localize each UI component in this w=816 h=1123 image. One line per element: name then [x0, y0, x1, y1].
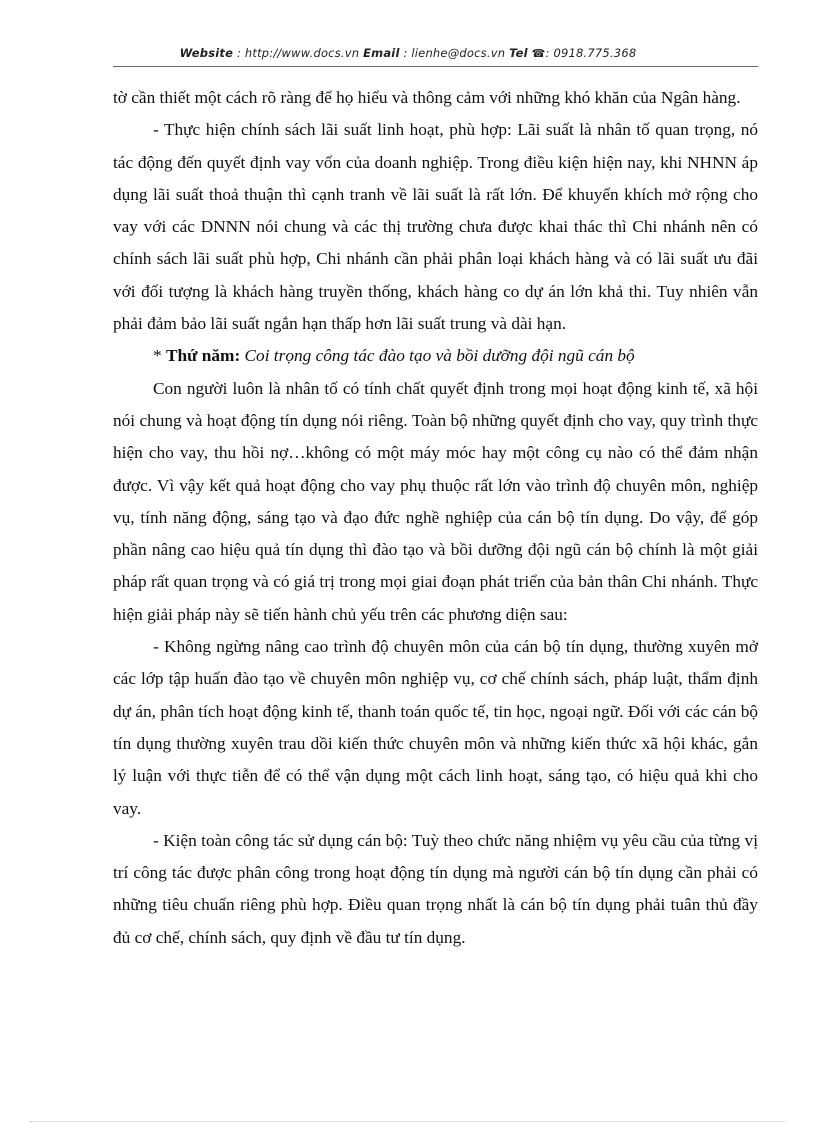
footer-divider	[30, 1121, 786, 1122]
email-label: Email	[363, 46, 400, 60]
paragraph-interest-rate: - Thực hiện chính sách lãi suất linh hoạt, phù hợp: Lãi suất là nhân tố quan trọng, nó tác động đến quyết định vay vốn của doanh nghiệp. Trong điều kiện hiện nay, khi NHNN áp dụng lãi suất thoả thuận thì cạnh tranh về lãi suất là rất lớn. Để khuyến khích mở rộng cho vay với các DNNN nói chung và các thị trường chưa được khai thác thì Chi nhánh nên có chính sách lãi suất phù hợp, Chi nhánh cần phải phân loại khách hàng và có lãi suất ưu đãi với đối tượng là khách hàng truyền thống, khách hàng co dự án lớn khả thi. Tuy nhiên vẫn phải đảm bảo lãi suất ngắn hạn thấp hơn lãi suất trung và dài hạn.	[113, 120, 758, 334]
paragraph-training: - Không ngừng nâng cao trình độ chuyên môn của cán bộ tín dụng, thường xuyên mở các lớp tập huấn đào tạo về chuyên môn nghiệp vụ, cơ chế chính sách, pháp luật, thẩm định dự án, phân tích hoạt động kinh tế, thanh toán quốc tế, tin học, ngoại ngữ. Đối với các cán bộ tín dụng thường xuyên trau dồi kiến thức chuyên môn và những kiến thức xã hội khác, gắn lý luận với thực tiễn để có thể vận dụng một cách linh hoạt, sáng tạo, có hiệu quả khi cho vay.	[113, 637, 758, 818]
paragraph-continuation: tờ cần thiết một cách rõ ràng để họ hiểu và thông cảm với những khó khăn của Ngân hàng.	[113, 88, 741, 107]
section-label: Thứ năm:	[165, 346, 241, 366]
page-header	[0, 46, 816, 60]
tel-label: Tel	[509, 46, 528, 60]
paragraph-staffing: - Kiện toàn công tác sử dụng cán bộ: Tuỳ theo chức năng nhiệm vụ yêu cầu của từng vị trí công tác được phân công trong hoạt động tín dụng mà người cán bộ tín dụng cần phải có những tiêu chuẩn riêng phù hợp. Điều quan trọng nhất là cán bộ tín dụng phải tuân thủ đầy đủ cơ chế, chính sách, quy định về đầu tư tín dụng.	[113, 830, 758, 947]
section-bullet: *	[153, 346, 166, 366]
tel-number: : 0918.775.368	[545, 46, 637, 60]
website-label: Website	[179, 46, 234, 60]
telephone-icon: ☎	[531, 47, 546, 60]
paragraph-human-resources: Con người luôn là nhân tố có tính chất quyết định trong mọi hoạt động kinh tế, xã hội nói chung và hoạt động tín dụng nói riêng. Toàn bộ những quyết định cho vay, quy trình thực hiện cho vay, thu hồi nợ…không có một máy móc hay một công cụ nào có thể đảm nhận được. Vì vậy kết quả hoạt động cho vay phụ thuộc rất lớn vào trình độ chuyên môn, nghiệp vụ, tính năng động, sáng tạo và đạo đức nghề nghiệp của cán bộ tín dụng. Do vậy, để góp phần nâng cao hiệu quả tín dụng thì đào tạo và bồi dưỡng đội ngũ cán bộ chính là một giải pháp rất quan trọng và có giá trị trong mọi giai đoạn phát triển của bản thân Chi nhánh. Thực hiện giải pháp này sẽ tiến hành chủ yếu trên các phương diện sau:	[113, 378, 758, 624]
document-body	[113, 82, 758, 954]
header-divider	[113, 66, 758, 67]
section-title: Coi trọng công tác đào tạo và bồi dưỡng đội ngũ cán bộ	[240, 346, 635, 366]
email-address[interactable]: : lienhe@docs.vn	[399, 46, 510, 60]
section-heading	[113, 340, 758, 372]
website-url[interactable]: : http://www.docs.vn	[233, 46, 364, 60]
